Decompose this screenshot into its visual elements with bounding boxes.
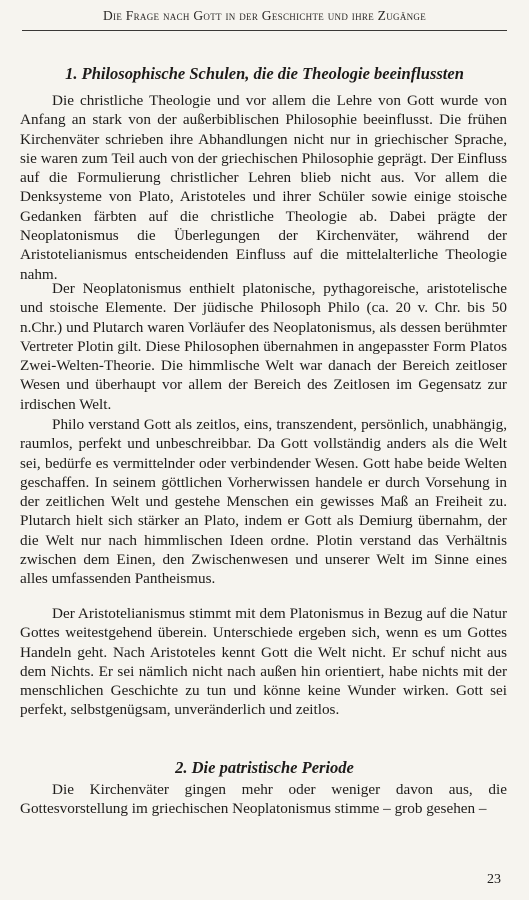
paragraph-aristotelianismus: Der Aristotelianismus stimmt mit dem Platonismus in Bezug auf die Natur Gottes weitestgehend überein. Unterschiede ergeben sich, wenn es um Gottes Handeln geht. Nach Aristoteles kennt Gott die Welt nicht. Er schuf nicht aus dem Nichts. Er sei nämlich nicht nach außen hin orientiert, habe nichts mit der menschlichen Geschichte zu tun und könne keine Wunder wirken. Gott sei perfekt, selbstgenügsam, unveränderlich und zeitlos.: [20, 605, 507, 719]
section-heading-patristische-periode: 2. Die patristische Periode: [175, 758, 354, 777]
section-heading-philosophische-schulen: 1. Philosophische Schulen, die die Theologie beeinflussten: [65, 64, 464, 83]
header-rule: [22, 30, 507, 31]
paragraph-kirchenvaeter: Die Kirchenväter gingen mehr oder weniger davon aus, die Gottesvorstellung im griechischen Neoplatonismus stimme – grob gesehen –: [20, 781, 507, 818]
running-head: Die Frage nach Gott in der Geschichte und ihre Zugänge: [102, 8, 427, 23]
paragraph-philo: Philo verstand Gott als zeitlos, eins, transzendent, persönlich, unabhängig, raumlos, perfekt und unbeschreibbar. Da Gott vollständig anders als die Welt sei, bedürfe es vermittelnder oder verbindender Wesen. Gott habe beide Welten geschaffen. In seinem göttlichen Vorherwissen handele er durch Vorsehung in der zeitlichen Welt und gestehe Menschen ein gewisses Maß an Freiheit zu. Plutarch hielt sich stärker an Plato, indem er Gott als Demiurg übernahm, der die Welt nur nach himmlischen Ideen ordne. Plotin verstand das Verhältnis zwischen dem Einen, den Zwischenwesen und unserer Welt im Sinne eines alles umfassenden Pantheismus.: [20, 416, 507, 588]
paragraph-neoplatonismus: Der Neoplatonismus enthielt platonische, pythagoreische, aristotelische und stoische Elemente. Der jüdische Philosoph Philo (ca. 20 v. Chr. bis 50 n.Chr.) und Plutarch waren Vorläufer des Neoplatonismus, als dessen berühmter Vertreter Plotin gilt. Diese Philosophen übernahmen in angepasster Form Platos Zwei-Welten-Theorie. Die himmlische Welt war danach der Bereich zeitloser Wesen und überhaupt vor allem der Bereich des Zeitlosen im Gegensatz zur irdischen Welt.: [20, 280, 507, 413]
paragraph-christliche-theologie: Die christliche Theologie und vor allem die Lehre von Gott wurde von Anfang an stark von der außerbiblischen Philosophie beeinflusst. Die frühen Kirchenväter schrieben ihre Abhandlungen nicht nur in griechischer Sprache, sie waren zum Teil auch von der griechischen Philosophie geprägt. Der Einfluss auf die Formulierung christlicher Lehren blieb nicht aus. Vor allem die Denksysteme von Plato, Aristoteles und ihrer Schüler sowie einige stoische Gedanken färbten auf die christliche Theologie ab. Dabei prägte der Neoplatonismus die Überlegungen der Kirchenväter, während der Aristotelianismus entscheidenden Einfluss auf die mittelalterliche Theologie nahm.: [20, 92, 507, 283]
page-number: 23: [487, 872, 501, 887]
